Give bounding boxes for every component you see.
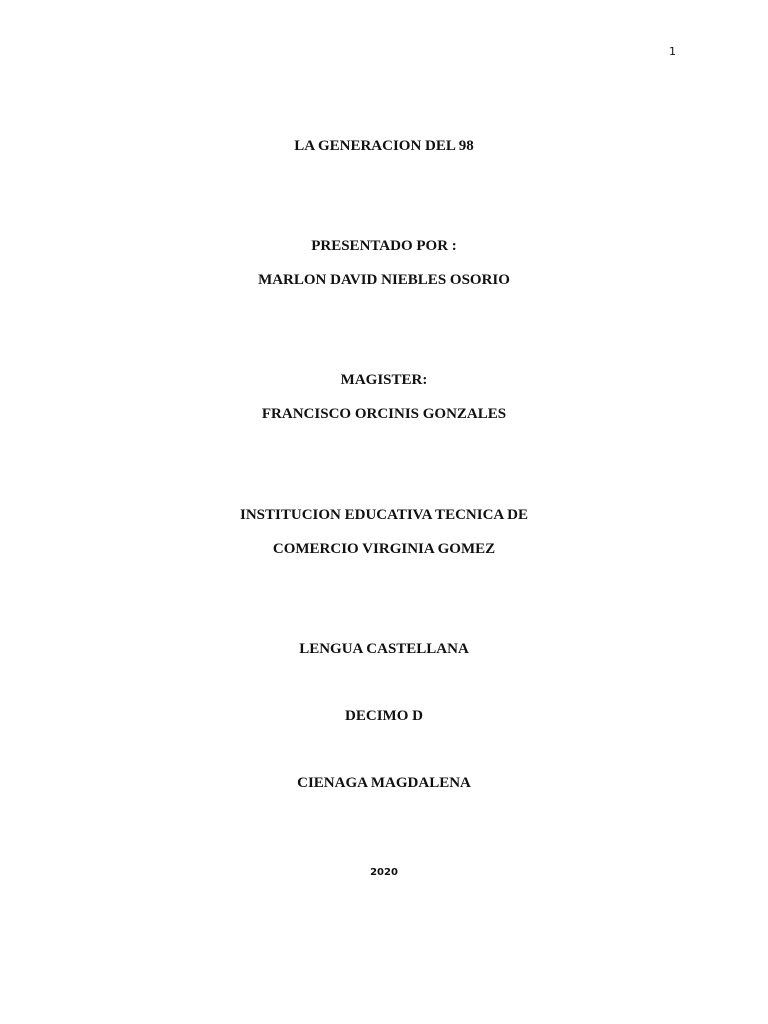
author-name: MARLON DAVID NIEBLES OSORIO — [258, 272, 510, 288]
location: CIENAGA MAGDALENA — [297, 775, 471, 791]
document-title: LA GENERACION DEL 98 — [294, 138, 474, 154]
institution-line-2: COMERCIO VIRGINIA GOMEZ — [272, 541, 496, 557]
year: 2020 — [370, 867, 398, 878]
institution-line-1: INSTITUCION EDUCATIVA TECNICA DE — [240, 507, 528, 523]
presented-by-label: PRESENTADO POR : — [311, 238, 457, 254]
magister-label: MAGISTER: — [340, 372, 428, 388]
magister-name: FRANCISCO ORCINIS GONZALES — [261, 406, 507, 422]
grade: DECIMO D — [345, 708, 423, 724]
subject: LENGUA CASTELLANA — [299, 641, 469, 657]
page-number: 1 — [669, 45, 676, 58]
